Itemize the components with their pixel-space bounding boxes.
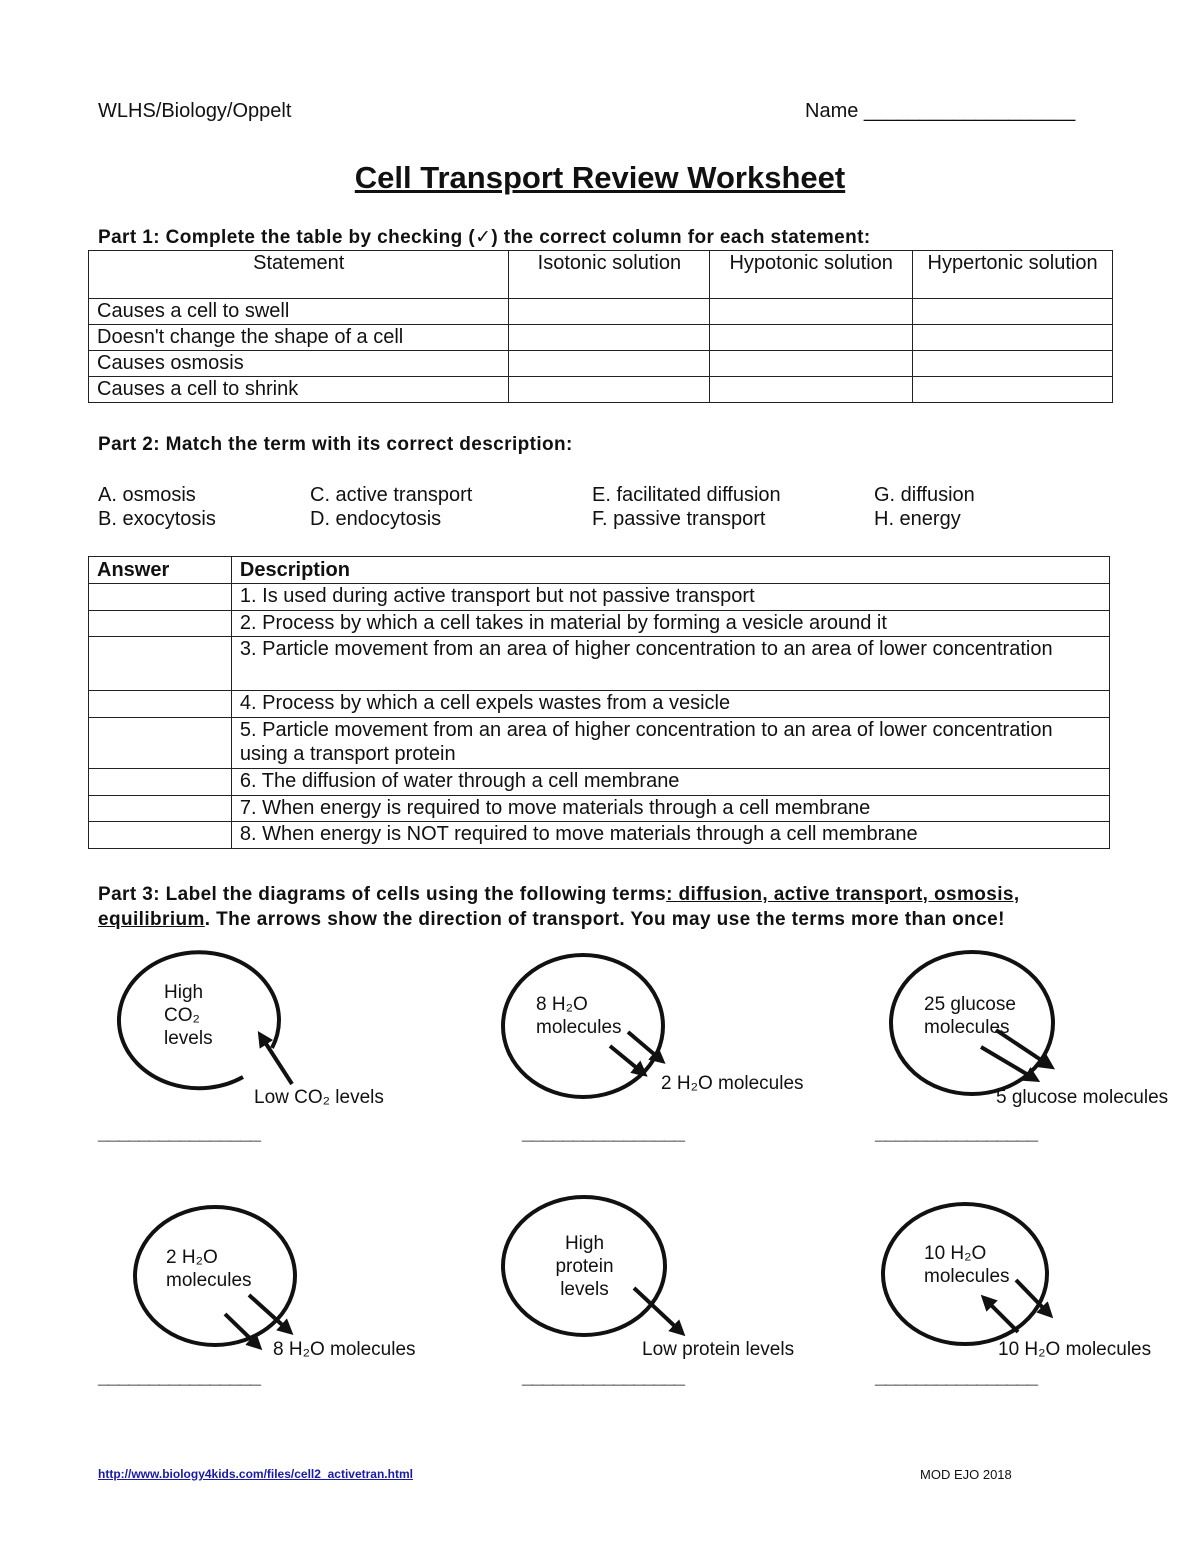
name-field[interactable]: Name ___________________ <box>805 100 1076 122</box>
outside-label: 8 H₂O molecules <box>273 1339 416 1360</box>
answer-blank[interactable]: ________________ <box>875 1366 1037 1388</box>
outside-label: 2 H₂O molecules <box>661 1073 804 1094</box>
col-header: Hypertonic solution <box>913 251 1113 299</box>
description-cell: 2. Process by which a cell takes in material by forming a vesicle around it <box>231 611 1109 637</box>
term-item: G. diffusion <box>874 484 975 506</box>
col-header: Statement <box>89 251 509 299</box>
description-cell: 1. Is used during active transport but not passive transport <box>231 584 1109 611</box>
description-cell: 4. Process by which a cell expels wastes from a vesicle <box>231 691 1109 718</box>
transport-arrow <box>610 1046 643 1073</box>
course-header: WLHS/Biology/Oppelt <box>98 100 292 122</box>
answer-blank[interactable]: ________________ <box>522 1122 684 1144</box>
part3-terms: : diffusion, active transport, osmosis, equilibrium <box>98 884 1020 930</box>
col-header: Hypotonic solution <box>710 251 913 299</box>
description-cell: 8. When energy is NOT required to move materials through a cell membrane <box>231 822 1109 849</box>
statement-cell: Causes a cell to swell <box>89 299 509 325</box>
term-item: B. exocytosis <box>98 508 216 530</box>
outside-label: Low CO₂ levels <box>254 1087 384 1108</box>
outside-label: Low protein levels <box>642 1339 795 1360</box>
part2-instruction: Part 2: Match the term with its correct description: <box>98 434 573 455</box>
statement-cell: Doesn't change the shape of a cell <box>89 325 509 351</box>
outside-label: 5 glucose molecules <box>996 1087 1169 1108</box>
col-header: Description <box>231 557 1109 584</box>
statement-cell: Causes osmosis <box>89 351 509 377</box>
description-cell: 6. The diffusion of water through a cell membrane <box>231 769 1109 796</box>
statement-cell: Causes a cell to shrink <box>89 377 509 403</box>
description-cell: 3. Particle movement from an area of higher concentration to an area of lower concentration <box>231 637 1109 691</box>
part3-instruction-a: Part 3: Label the diagrams of cells using the following terms <box>98 884 667 905</box>
term-item: C. active transport <box>310 484 473 506</box>
term-item: D. endocytosis <box>310 508 442 530</box>
outside-label: 10 H₂O molecules <box>998 1339 1152 1360</box>
page-title: Cell Transport Review Worksheet <box>354 160 846 195</box>
inside-label: 8 H₂O molecules <box>536 994 622 1038</box>
footer-mod: MOD EJO 2018 <box>920 1467 1012 1482</box>
inside-label: 2 H₂O molecules <box>166 1247 252 1291</box>
col-header: Answer <box>89 557 232 584</box>
footer-link[interactable]: http://www.biology4kids.com/files/cell2_activetran.html <box>98 1467 413 1481</box>
term-item: H. energy <box>874 508 961 530</box>
term-item: A. osmosis <box>98 484 196 506</box>
answer-blank[interactable]: ________________ <box>98 1122 260 1144</box>
inside-label: 10 H₂O molecules <box>924 1243 1010 1287</box>
inside-label: High CO₂ levels <box>164 982 213 1049</box>
transport-arrow <box>261 1036 292 1084</box>
answer-blank[interactable]: ________________ <box>875 1122 1037 1144</box>
inside-label: 25 glucose molecules <box>924 994 1016 1038</box>
answer-blank[interactable]: ________________ <box>98 1366 260 1388</box>
inside-label: High protein levels <box>555 1233 614 1300</box>
part3-instruction-b: . The arrows show the direction of transport. You may use the terms more than once! <box>204 909 1005 930</box>
part1-instruction: Part 1: Complete the table by checking (✓) the correct column for each statement: <box>98 227 871 248</box>
term-item: E. facilitated diffusion <box>592 484 781 506</box>
answer-blank[interactable]: ________________ <box>522 1366 684 1388</box>
description-cell: 7. When energy is required to move materials through a cell membrane <box>231 796 1109 822</box>
transport-arrow <box>985 1299 1018 1332</box>
term-item: F. passive transport <box>592 508 766 530</box>
transport-arrow <box>628 1032 661 1060</box>
col-header: Isotonic solution <box>509 251 710 299</box>
description-cell: 5. Particle movement from an area of higher concentration to an area of lower concentration using a transport protein <box>231 718 1109 769</box>
